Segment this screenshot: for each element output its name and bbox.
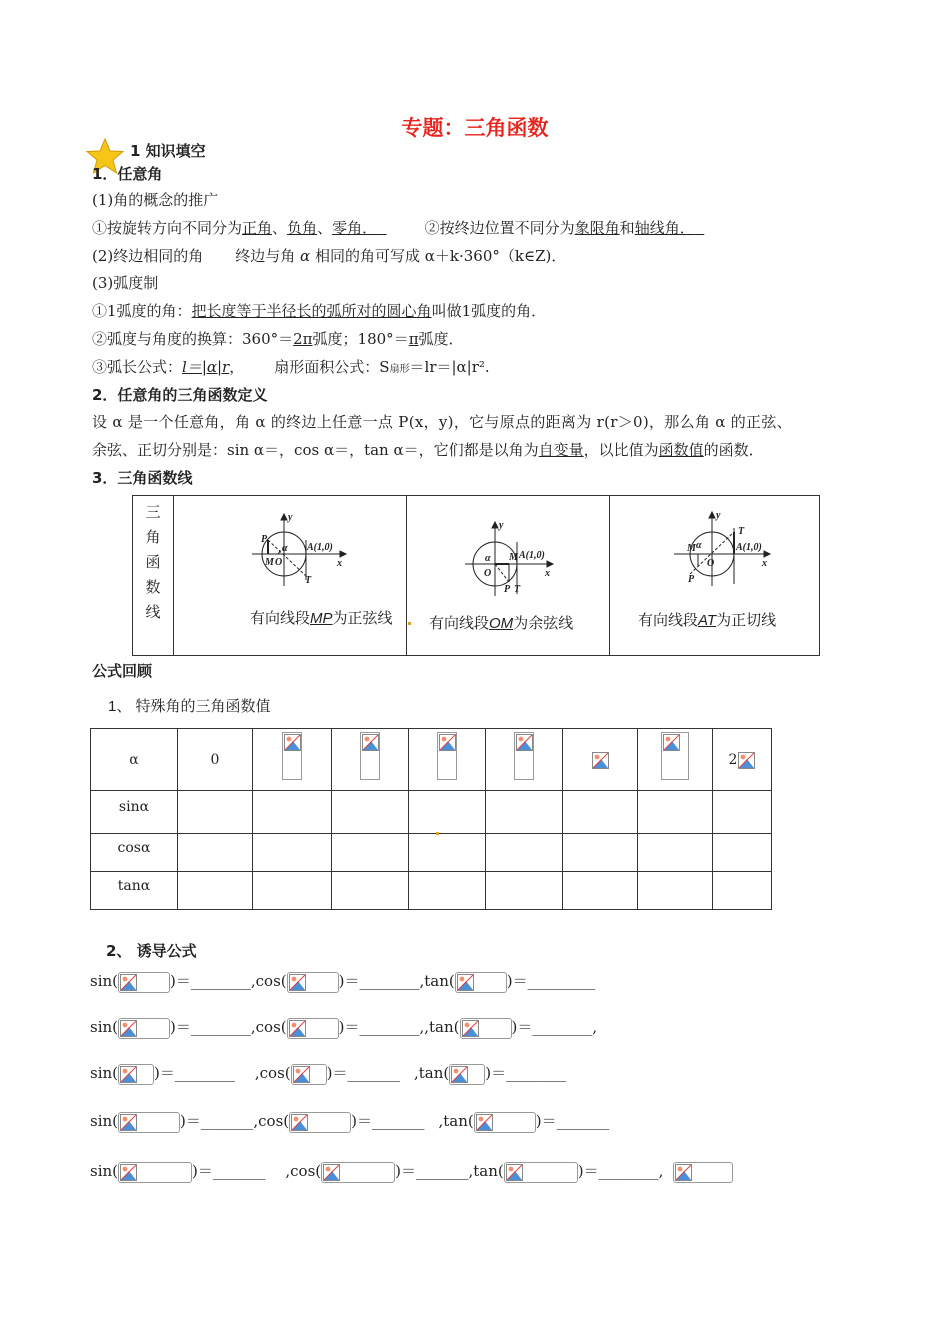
heading-2: 2．任意角的三角函数定义 <box>92 386 268 404</box>
image-placeholder-icon <box>284 734 301 751</box>
formula-image <box>504 1162 578 1183</box>
image-placeholder-icon <box>663 734 680 751</box>
image-placeholder-icon <box>120 974 137 991</box>
formula-image <box>118 1112 180 1133</box>
induction-row: sin( )＝________,cos( )＝________,,tan( )＝________, <box>90 1016 597 1039</box>
heading-1: 1．任意角 <box>92 165 163 183</box>
table-row <box>91 871 772 909</box>
line-2: ①按旋转方向不同分为正角、负角、零角． ②按终边位置不同分为象限角和轴线角． <box>92 219 695 237</box>
special-values-heading: 1、 特殊角的三角函数值 <box>108 698 271 715</box>
formula-image <box>449 1064 485 1085</box>
formula-image <box>118 1018 170 1039</box>
image-placeholder-icon <box>120 1114 137 1131</box>
header-angle-5 <box>563 729 638 791</box>
header-0: 0 <box>178 729 253 791</box>
para-2a: 设 α 是一个任意角，角 α 的终边上任意一点 P(x，y)，它与原点的距离为 r(r＞0)，那么角 α 的正弦、 <box>92 413 792 431</box>
image-placeholder-icon <box>120 1020 137 1037</box>
image-placeholder-icon <box>289 974 306 991</box>
image-placeholder-icon <box>738 752 755 769</box>
header-angle-4 <box>486 729 563 791</box>
line-7: ③弧长公式：l＝|α|r， 扇形面积公式：S扇形＝lr＝|α|r². <box>92 358 490 376</box>
image-placeholder-icon <box>476 1114 493 1131</box>
image-placeholder-icon <box>293 1066 310 1083</box>
induction-row: sin( )＝_______ ,cos( )＝_______,tan( )＝________, <box>90 1160 733 1183</box>
line-1: (1)角的概念的推广 <box>92 191 219 209</box>
formula-image <box>287 972 339 993</box>
line-6: ②弧度与角度的换算：360°＝2π弧度；180°＝π弧度． <box>92 330 464 348</box>
table-row <box>91 791 772 833</box>
formula-image <box>118 972 170 993</box>
header-angle-6 <box>638 729 713 791</box>
tangent-line-cell <box>610 496 820 656</box>
svg-text:y: y <box>499 520 504 531</box>
header-angle-3 <box>409 729 486 791</box>
heading-3: 3．三角函数线 <box>92 469 193 487</box>
image-placeholder-icon <box>462 1020 479 1037</box>
tangent-line-diagram <box>666 508 786 588</box>
header-angle-2 <box>332 729 409 791</box>
sine-line-diagram <box>234 510 354 590</box>
formula-review-heading: 公式回顾 <box>92 662 153 680</box>
svg-text:M: M <box>509 552 518 563</box>
formula-image <box>289 1112 351 1133</box>
para-2b: 余弦、正切分别是：sin α＝，cos α＝，tan α＝，它们都是以角为自变量，以比值为函数值的函数． <box>92 441 764 459</box>
induction-row: sin( )＝________,cos( )＝________,tan( )＝_________ <box>90 970 595 993</box>
cosine-line-cell <box>407 496 610 656</box>
svg-text:T: T <box>738 526 745 537</box>
section-heading: 1 知识填空 <box>130 142 206 160</box>
formula-image <box>460 1018 512 1039</box>
svg-text:y: y <box>288 512 293 523</box>
trig-lines-label: 三角函数线 <box>133 496 174 656</box>
row-label-tan: tanα <box>91 871 178 909</box>
line-3: (2)终边相同的角 终边与角 α 相同的角可写成 α＋k·360°（k∈Z)． <box>92 247 567 265</box>
formula-image <box>287 1018 339 1039</box>
trig-lines-table <box>132 495 820 656</box>
svg-text:α: α <box>696 540 702 551</box>
image-placeholder-icon <box>451 1066 468 1083</box>
image-placeholder-icon <box>439 734 456 751</box>
formula-image <box>118 1162 192 1183</box>
svg-text:α: α <box>485 553 491 564</box>
image-placeholder-icon <box>506 1164 523 1181</box>
table-row <box>91 833 772 871</box>
image-placeholder-icon <box>323 1164 340 1181</box>
svg-text:y: y <box>716 510 721 521</box>
svg-text:M: M <box>687 543 696 554</box>
tangent-line-caption: 有向线段AT为正切线 <box>638 612 777 629</box>
cosine-line-diagram <box>453 518 573 598</box>
sine-line-caption: 有向线段MP为正弦线 <box>250 610 393 627</box>
image-placeholder-icon <box>120 1066 137 1083</box>
formula-image <box>291 1064 327 1085</box>
image-placeholder-icon <box>362 734 379 751</box>
svg-text:x: x <box>545 568 550 579</box>
svg-text:P: P <box>504 584 511 595</box>
cosine-line-caption: 有向线段OM为余弦线 <box>429 615 574 632</box>
header-alpha: α <box>91 729 178 791</box>
table-header-row <box>91 729 772 791</box>
row-label-sin: sinα <box>91 791 178 833</box>
image-placeholder-icon <box>457 974 474 991</box>
row-label-cos: cosα <box>91 833 178 871</box>
induction-row: sin( )＝________ ,cos( )＝_______ ,tan( )＝________ <box>90 1062 566 1085</box>
svg-text:A(1,0): A(1,0) <box>736 542 762 553</box>
svg-text:A(1,0): A(1,0) <box>519 550 545 561</box>
image-placeholder-icon <box>675 1164 692 1181</box>
svg-text:α: α <box>282 543 288 554</box>
svg-text:O: O <box>707 558 715 569</box>
image-placeholder-icon <box>289 1020 306 1037</box>
induction-row: sin( )＝_______,cos( )＝_______ ,tan( )＝_______ <box>90 1110 609 1133</box>
induction-heading: 2、 诱导公式 <box>106 942 197 960</box>
svg-text:P: P <box>688 574 695 585</box>
svg-text:A(1,0): A(1,0) <box>307 542 333 553</box>
page-title: 专题：三角函数 <box>401 116 549 140</box>
formula-image <box>474 1112 536 1133</box>
header-angle-1 <box>253 729 332 791</box>
svg-text:T: T <box>305 575 312 586</box>
line-4: (3)弧度制 <box>92 274 159 292</box>
svg-text:T: T <box>514 584 521 595</box>
image-placeholder-icon <box>592 752 609 769</box>
image-placeholder-icon <box>120 1164 137 1181</box>
image-placeholder-icon <box>291 1114 308 1131</box>
special-values-table <box>90 728 772 910</box>
formula-image <box>455 972 507 993</box>
svg-text:M: M <box>265 557 274 568</box>
svg-text:x: x <box>762 558 767 569</box>
sine-line-cell <box>174 496 407 656</box>
formula-image <box>673 1162 733 1183</box>
header-angle-2pi: 2 <box>713 729 772 791</box>
line-5: ①1弧度的角：把长度等于半径长的弧所对的圆心角叫做1弧度的角． <box>92 302 547 320</box>
formula-image <box>321 1162 395 1183</box>
image-placeholder-icon <box>516 734 533 751</box>
svg-text:P: P <box>261 534 268 545</box>
svg-text:O: O <box>484 568 492 579</box>
formula-image <box>118 1064 154 1085</box>
svg-text:x: x <box>337 558 342 569</box>
svg-text:O: O <box>275 557 283 568</box>
